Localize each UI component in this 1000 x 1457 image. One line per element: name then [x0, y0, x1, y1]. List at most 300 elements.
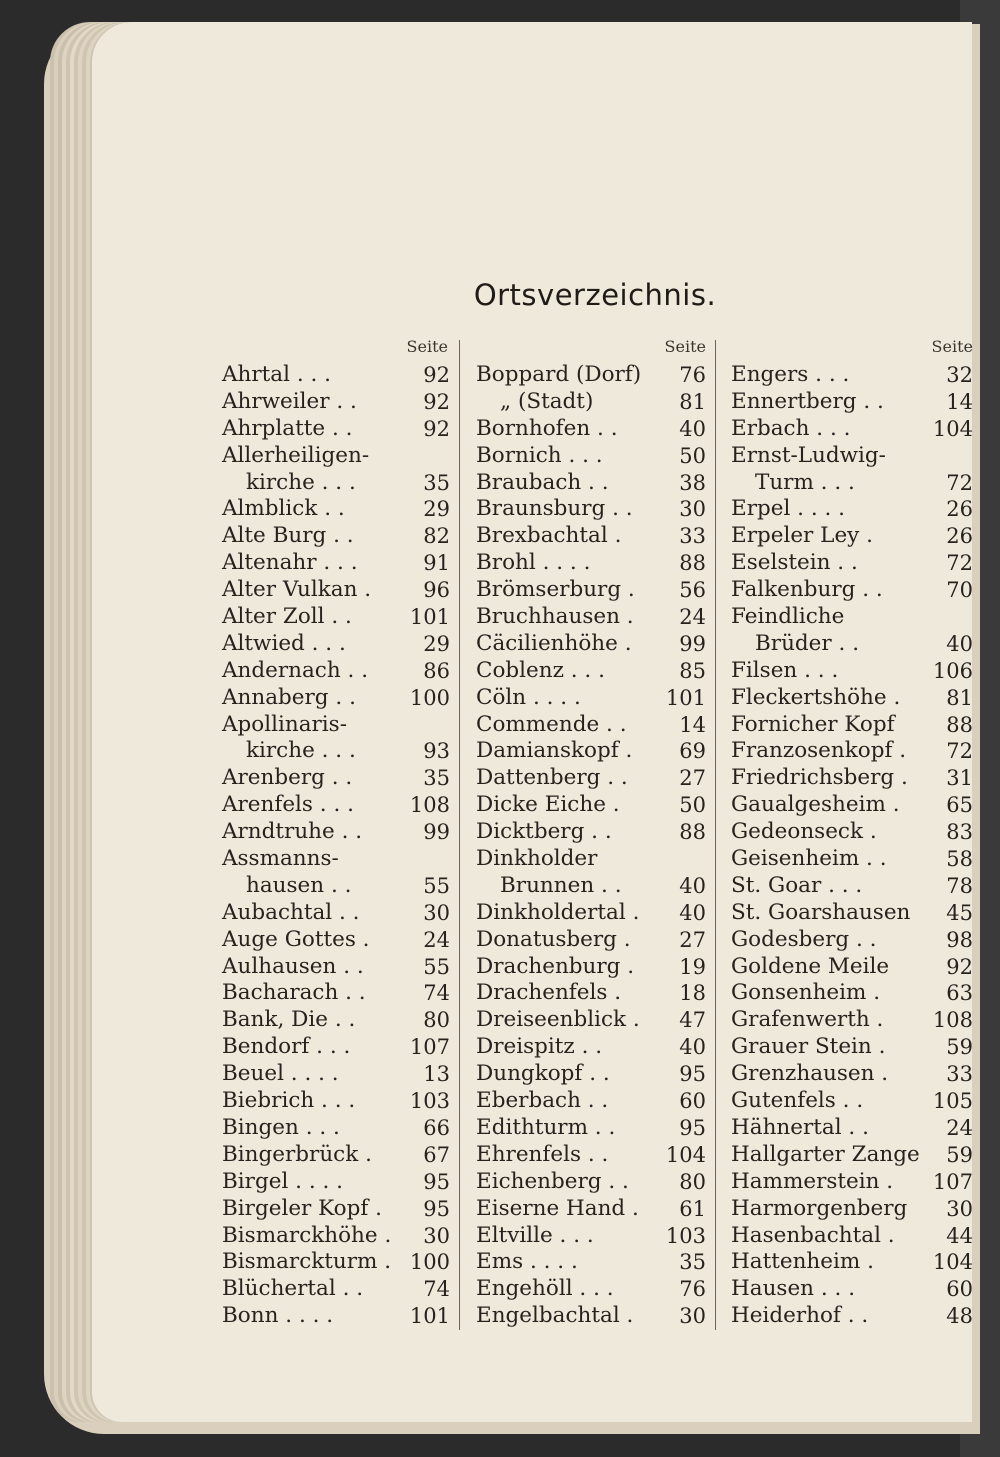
place-name: Alte Burg . .: [222, 523, 354, 549]
place-name: Heiderhof . .: [731, 1303, 869, 1329]
index-entry: [731, 927, 973, 954]
index-entry: [222, 443, 454, 470]
index-entry: [476, 1088, 710, 1115]
place-name: Braubach . .: [476, 469, 609, 495]
index-entry: [222, 1142, 454, 1169]
index-entry: [222, 765, 454, 792]
page-number: 14: [946, 389, 973, 414]
place-name: Donatusberg .: [476, 926, 631, 952]
place-name: Drachenburg .: [476, 953, 635, 979]
page-number: 108: [932, 1008, 973, 1033]
index-entry: [222, 1088, 454, 1115]
page-number: 98: [946, 927, 973, 952]
page-number: 44: [946, 1223, 973, 1248]
index-entry: [222, 631, 454, 658]
index-entry: [222, 980, 454, 1007]
place-name: Apollinaris-: [222, 711, 347, 737]
page-number: 96: [423, 578, 450, 603]
page-number: 95: [679, 1115, 706, 1140]
page-number: 13: [423, 1062, 450, 1087]
index-entry: [731, 685, 973, 712]
seite-header: Seite: [931, 337, 973, 356]
index-entry: [476, 685, 710, 712]
place-name: Altwied . . .: [222, 630, 346, 656]
page-number: 30: [679, 1304, 706, 1329]
place-name: Hasenbachtal .: [731, 1222, 895, 1248]
page-number: 76: [679, 1277, 706, 1302]
place-name: Birgeler Kopf .: [222, 1195, 382, 1221]
page-number: 93: [423, 739, 450, 764]
index-entry: [731, 443, 973, 470]
place-name: Erpeler Ley .: [731, 523, 873, 549]
page-number: 33: [946, 1062, 973, 1087]
place-name: Cäcilienhöhe .: [476, 630, 632, 656]
index-entry: [222, 550, 454, 577]
page-number: 59: [946, 1142, 973, 1167]
place-name: Falkenburg . .: [731, 577, 883, 603]
index-entry: [731, 1115, 973, 1142]
index-entry: [731, 765, 973, 792]
index-entry: [222, 873, 454, 900]
page-number: 29: [423, 497, 450, 522]
page-number: 30: [423, 900, 450, 925]
place-name: Brexbachtal .: [476, 523, 622, 549]
page-number: 76: [679, 363, 706, 387]
index-entry: [731, 846, 973, 873]
index-entry: [222, 1223, 454, 1250]
page-number: 55: [423, 873, 450, 898]
column-divider: [715, 340, 716, 1330]
place-name: Aulhausen . .: [222, 953, 364, 979]
place-name: Grafenwerth .: [731, 1007, 884, 1033]
index-entry: [731, 873, 973, 900]
place-name: Ems . . . .: [476, 1249, 578, 1275]
index-entry: [731, 496, 973, 523]
place-name: Hammerstein .: [731, 1168, 894, 1194]
place-name: Bornich . . .: [476, 442, 603, 468]
index-entry: [476, 900, 710, 927]
place-name: Coblenz . . .: [476, 657, 605, 683]
place-name: Ernst-Ludwig-: [731, 442, 886, 468]
place-name: Arenberg . .: [222, 765, 353, 791]
index-entry: [476, 1061, 710, 1088]
place-name: Ahrtal . . .: [222, 362, 331, 387]
place-name: Dreispitz . .: [476, 1034, 603, 1060]
place-name: Dinkholder: [476, 846, 598, 872]
page-number: 58: [946, 847, 973, 872]
page-number: 107: [932, 1169, 973, 1194]
index-entry: [476, 954, 710, 981]
index-entry: [476, 604, 710, 631]
page-title: Ortsverzeichnis.: [473, 278, 717, 312]
page-number: 65: [946, 793, 973, 818]
place-name: Bendorf . . .: [222, 1034, 351, 1060]
place-name: Bismarckturm .: [222, 1249, 392, 1275]
page-number: 80: [423, 1008, 450, 1033]
index-entry: [222, 1115, 454, 1142]
place-name: Grenzhausen .: [731, 1061, 889, 1087]
page-number: 33: [679, 524, 706, 549]
place-name: Brüder . .: [755, 630, 860, 656]
page-number: 66: [423, 1115, 450, 1140]
page-number: 48: [946, 1304, 973, 1329]
page-number: 35: [423, 470, 450, 495]
index-entry: [222, 604, 454, 631]
page-number: 103: [409, 1089, 450, 1114]
place-name: Engers . . .: [731, 362, 850, 387]
index-entry: [731, 1223, 973, 1250]
page-number: 104: [932, 1250, 973, 1275]
index-entry: [222, 389, 454, 416]
place-name: Dreiseenblick .: [476, 1007, 640, 1033]
index-entry: [731, 954, 973, 981]
page-number: 88: [946, 712, 973, 737]
page-number: 107: [409, 1035, 450, 1060]
place-name: Filsen . . .: [731, 657, 839, 683]
index-entry: [476, 443, 710, 470]
index-entry: [731, 792, 973, 819]
index-entry: [476, 631, 710, 658]
place-name: Brunnen . .: [500, 872, 622, 898]
index-entry: [476, 470, 710, 497]
page-number: 30: [679, 497, 706, 522]
place-name: „ (Stadt): [500, 388, 594, 414]
place-name: Ennertberg . .: [731, 388, 884, 414]
index-entry: [731, 523, 973, 550]
index-entry: [731, 604, 973, 631]
place-name: Bank, Die . .: [222, 1007, 356, 1033]
index-entry: [731, 1088, 973, 1115]
place-name: Eiserne Hand .: [476, 1195, 639, 1221]
page-number: 99: [423, 820, 450, 845]
page-number: 32: [946, 363, 973, 387]
place-name: hausen . .: [246, 872, 352, 898]
place-name: Hattenheim .: [731, 1249, 874, 1275]
index-entry: [476, 846, 710, 873]
place-name: Bacharach . .: [222, 980, 366, 1006]
index-entry: [731, 416, 973, 443]
place-name: Dungkopf . .: [476, 1061, 610, 1087]
index-entry: [222, 362, 454, 389]
place-name: Damianskopf .: [476, 738, 633, 764]
place-name: Goldene Meile: [731, 953, 890, 979]
place-name: Cöln . . . .: [476, 684, 581, 710]
page-number: 106: [932, 658, 973, 683]
page-number: 50: [679, 793, 706, 818]
place-name: Feindliche: [731, 604, 845, 630]
page-number: 59: [946, 1035, 973, 1060]
column-divider: [459, 340, 460, 1330]
index-entry: [731, 389, 973, 416]
index-entry: [222, 1034, 454, 1061]
index-entry: [476, 1276, 710, 1303]
place-name: Brohl . . . .: [476, 550, 591, 576]
page-number: 72: [946, 551, 973, 576]
index-entry: [476, 980, 710, 1007]
place-name: Fornicher Kopf: [731, 711, 895, 737]
place-name: Eberbach . .: [476, 1088, 609, 1114]
page-number: 40: [679, 873, 706, 898]
place-name: Brömserburg .: [476, 577, 635, 603]
index-entry: [476, 765, 710, 792]
place-name: Almblick . .: [222, 496, 345, 522]
page-number: 67: [423, 1142, 450, 1167]
page-number: 80: [679, 1169, 706, 1194]
index-entry: [222, 1196, 454, 1223]
page-number: 40: [946, 631, 973, 656]
index-entry: [731, 1196, 973, 1223]
index-entry: [476, 1115, 710, 1142]
index-entry: [222, 1249, 454, 1276]
place-name: Bonn . . . .: [222, 1303, 334, 1329]
place-name: Altenahr . . .: [222, 550, 358, 576]
index-entry: [731, 1303, 973, 1330]
index-entry: [476, 927, 710, 954]
index-entry: [476, 712, 710, 739]
place-name: Gutenfels . .: [731, 1088, 864, 1114]
index-entry: [222, 846, 454, 873]
index-entry: [476, 1169, 710, 1196]
index-entry: [222, 470, 454, 497]
index-entry: [731, 1249, 973, 1276]
page-number: 92: [423, 416, 450, 441]
place-name: Edithturm . .: [476, 1114, 616, 1140]
index-entry: [731, 712, 973, 739]
page-number: 19: [679, 954, 706, 979]
page-number: 40: [679, 900, 706, 925]
place-name: Hallgarter Zange: [731, 1141, 920, 1167]
place-name: Blüchertal . .: [222, 1276, 364, 1302]
place-name: Commende . .: [476, 711, 627, 737]
place-name: Annaberg . .: [222, 684, 356, 710]
place-name: Arndtruhe . .: [222, 819, 363, 845]
page-number: 95: [423, 1196, 450, 1221]
index-entry: [476, 389, 710, 416]
place-name: Birgel . . . .: [222, 1168, 343, 1194]
page-number: 35: [423, 766, 450, 791]
page-number: 72: [946, 739, 973, 764]
page-number: 74: [423, 981, 450, 1006]
index-entry: [476, 577, 710, 604]
place-name: Assmanns-: [222, 846, 339, 872]
index-entry: [476, 1007, 710, 1034]
place-name: Dicktberg . .: [476, 819, 612, 845]
index-entry: [222, 954, 454, 981]
index-entry: [476, 1196, 710, 1223]
page-number: 40: [679, 1035, 706, 1060]
place-name: Bingen . . .: [222, 1114, 340, 1140]
place-name: St. Goarshausen: [731, 899, 911, 925]
page-number: 104: [665, 1142, 706, 1167]
page-number: 24: [423, 927, 450, 952]
page-number: 50: [679, 443, 706, 468]
index-entry: [476, 1249, 710, 1276]
index-entry: [222, 685, 454, 712]
index-entry: [222, 416, 454, 443]
index-entry: [731, 658, 973, 685]
page-number: 108: [409, 793, 450, 818]
page-number: 31: [946, 766, 973, 791]
page-number: 92: [946, 954, 973, 979]
page-number: 60: [679, 1089, 706, 1114]
index-entry: [476, 1034, 710, 1061]
place-name: Hausen . . .: [731, 1276, 856, 1302]
index-entry: [731, 819, 973, 846]
place-name: Dattenberg . .: [476, 765, 628, 791]
page-number: 27: [679, 766, 706, 791]
index-entry: [731, 1034, 973, 1061]
seite-header: Seite: [664, 337, 706, 356]
index-entry: [731, 631, 973, 658]
place-name: Engehöll . . .: [476, 1276, 614, 1302]
page-number: 18: [679, 981, 706, 1006]
page-number: 82: [423, 524, 450, 549]
place-name: Bingerbrück .: [222, 1141, 372, 1167]
index-entry: [222, 1276, 454, 1303]
index-entry: [731, 1169, 973, 1196]
place-name: Erbach . . .: [731, 415, 851, 441]
index-entry: [476, 792, 710, 819]
place-name: Dicke Eiche .: [476, 792, 620, 818]
page-number: 105: [932, 1089, 973, 1114]
place-name: Auge Gottes .: [222, 926, 370, 952]
page-number: 81: [946, 685, 973, 710]
page-number: 29: [423, 631, 450, 656]
seite-header: Seite: [406, 337, 448, 356]
page-number: 86: [423, 658, 450, 683]
page-number: 47: [679, 1008, 706, 1033]
index-entry: [731, 362, 973, 389]
page-number: 35: [679, 1250, 706, 1275]
place-name: Biebrich . . .: [222, 1088, 356, 1114]
place-name: Gedeonseck .: [731, 819, 877, 845]
place-name: Dinkholdertal .: [476, 899, 640, 925]
index-entry: [731, 470, 973, 497]
page-number: 56: [679, 578, 706, 603]
index-entry: [222, 577, 454, 604]
place-name: Andernach . .: [222, 657, 369, 683]
place-name: Geisenheim . .: [731, 846, 887, 872]
index-entry: [476, 738, 710, 765]
page-number: 101: [409, 605, 450, 630]
page-number: 26: [946, 524, 973, 549]
index-entry: [222, 792, 454, 819]
index-entry: [731, 550, 973, 577]
index-entry: [476, 658, 710, 685]
page-number: 101: [409, 1304, 450, 1329]
place-name: Eselstein . .: [731, 550, 858, 576]
place-name: Eltville . . .: [476, 1222, 594, 1248]
index-entry: [222, 658, 454, 685]
page-number: 92: [423, 389, 450, 414]
place-name: Beuel . . . .: [222, 1061, 339, 1087]
index-entry: [222, 712, 454, 739]
page-number: 55: [423, 954, 450, 979]
index-entry: [222, 1169, 454, 1196]
page-number: 81: [679, 389, 706, 414]
index-entry: [476, 523, 710, 550]
index-entry: [476, 1223, 710, 1250]
page-number: 88: [679, 820, 706, 845]
page-number: 99: [679, 631, 706, 656]
page-number: 78: [946, 873, 973, 898]
index-entry: [731, 1276, 973, 1303]
place-name: Boppard (Dorf): [476, 362, 642, 387]
page-number: 103: [665, 1223, 706, 1248]
index-entry: [222, 900, 454, 927]
page-number: 30: [423, 1223, 450, 1248]
place-name: Gaualgesheim .: [731, 792, 900, 818]
index-entry: [731, 1142, 973, 1169]
page-number: 63: [946, 981, 973, 1006]
page-number: 104: [932, 416, 973, 441]
page-number: 38: [679, 470, 706, 495]
page-number: 83: [946, 820, 973, 845]
page-number: 95: [679, 1062, 706, 1087]
index-entry: [731, 980, 973, 1007]
place-name: Friedrichsberg .: [731, 765, 908, 791]
page-number: 101: [665, 685, 706, 710]
index-entry: [476, 362, 710, 389]
place-name: Godesberg . .: [731, 926, 877, 952]
page-number: 14: [679, 712, 706, 737]
page-number: 72: [946, 470, 973, 495]
index-entry: [731, 900, 973, 927]
page-number: 88: [679, 551, 706, 576]
place-name: kirche . . .: [246, 469, 356, 495]
index-entry: [222, 496, 454, 523]
page-number: 100: [409, 1250, 450, 1275]
place-name: Aubachtal . .: [222, 899, 360, 925]
index-entry: [476, 819, 710, 846]
place-name: Braunsburg . .: [476, 496, 633, 522]
index-entry: [222, 927, 454, 954]
index-entry: [731, 1007, 973, 1034]
page-number: 100: [409, 685, 450, 710]
index-entry: [476, 1303, 710, 1330]
place-name: Allerheiligen-: [222, 442, 370, 468]
page-number: 70: [946, 578, 973, 603]
place-name: Grauer Stein .: [731, 1034, 886, 1060]
page-number: 69: [679, 739, 706, 764]
page-number: 92: [423, 363, 450, 387]
page-number: 95: [423, 1169, 450, 1194]
place-name: Ahrplatte . .: [222, 415, 353, 441]
place-name: Ehrenfels . .: [476, 1141, 609, 1167]
index-entry: [222, 1061, 454, 1088]
page-number: 61: [679, 1196, 706, 1221]
index-entry: [476, 873, 710, 900]
place-name: Alter Zoll . .: [222, 604, 352, 630]
index-entry: [222, 523, 454, 550]
index-entry: [731, 1061, 973, 1088]
place-name: Engelbachtal .: [476, 1303, 634, 1329]
index-entry: [222, 738, 454, 765]
page-number: 85: [679, 658, 706, 683]
place-name: Ahrweiler . .: [222, 388, 357, 414]
place-name: St. Goar . . .: [731, 872, 863, 898]
page-number: 74: [423, 1277, 450, 1302]
place-name: kirche . . .: [246, 738, 356, 764]
index-entry: [476, 550, 710, 577]
place-name: Bismarckhöhe .: [222, 1222, 392, 1248]
index-entry: [476, 1142, 710, 1169]
place-name: Alter Vulkan .: [222, 577, 372, 603]
page-number: 27: [679, 927, 706, 952]
place-name: Arenfels . . .: [222, 792, 354, 818]
index-entry: [476, 496, 710, 523]
page-number: 45: [946, 900, 973, 925]
